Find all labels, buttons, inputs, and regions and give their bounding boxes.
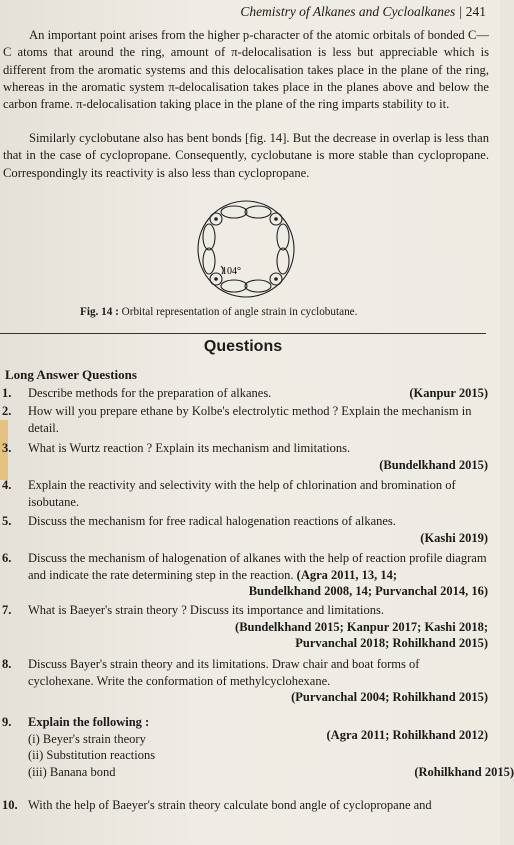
question-reference: (Bundelkhand 2015; Kanpur 2017; Kashi 2018; bbox=[235, 619, 488, 634]
question-6 bbox=[2, 550, 488, 600]
question-reference: (Bundelkhand 2015) bbox=[379, 457, 488, 472]
sub-question bbox=[28, 764, 514, 781]
figure-caption-label: Fig. 14 : bbox=[80, 306, 119, 318]
sub-question bbox=[28, 727, 488, 748]
paragraph-delocalisation-text: An important point arises from the higher p-character of the atomic orbitals of bonded C—C atoms that around the ring, amount of π-delocalisation is less but appreciable which is different from the aromatic systems and this delocalisation takes place in the plane of the ring, whereas in the aromatic system π-delocalisation takes place in the planes above and below the carbon frame. π-delocalisation taking place in the plane of the ring imparts stability to it. bbox=[3, 28, 489, 112]
question-5 bbox=[2, 513, 488, 546]
question-reference: (Kanpur 2015) bbox=[409, 386, 488, 400]
figure-caption-text: Orbital representation of angle strain in cyclobutane. bbox=[121, 306, 358, 318]
question-reference: (Rohilkhand 2015) bbox=[414, 764, 514, 779]
question-number: 2. bbox=[2, 404, 12, 418]
figure-caption bbox=[80, 306, 357, 318]
orbital-lobe bbox=[221, 206, 247, 218]
question-1 bbox=[2, 385, 488, 402]
question-reference-cont: Purvanchal 2018; Rohilkhand 2015) bbox=[295, 636, 488, 651]
question-text: Explain the reactivity and selectivity with the help of chlorination and bromination of isobutane. bbox=[28, 478, 456, 509]
question-text: What is Baeyer's strain theory ? Discuss its importance and limitations. bbox=[28, 603, 384, 617]
question-reference: (Agra 2011, 13, 14; bbox=[296, 567, 397, 582]
sub-question: (ii) Substitution reactions bbox=[28, 748, 156, 763]
sub-question-text: (iii) Banana bond bbox=[28, 764, 116, 779]
question-reference: (Purvanchal 2004; Rohilkhand 2015) bbox=[291, 690, 488, 705]
paragraph-delocalisation bbox=[3, 27, 489, 113]
angle-label: 104° bbox=[222, 266, 241, 277]
question-10 bbox=[2, 797, 488, 814]
question-text: Explain the following : bbox=[28, 715, 150, 729]
orbital-lobe bbox=[245, 206, 271, 218]
page-number: 241 bbox=[465, 4, 486, 19]
section-divider bbox=[0, 333, 486, 334]
sub-question-text: (i) Beyer's strain theory bbox=[28, 731, 146, 746]
question-text-body: Discuss the mechanism of halogenation of alkanes with the help of reaction profile diagram and indicate the rate determining step in the reaction. bbox=[28, 551, 487, 582]
question-number: 3. bbox=[2, 441, 12, 455]
question-reference: (Agra 2011; Rohilkhand 2012) bbox=[326, 727, 488, 742]
running-header bbox=[240, 4, 486, 20]
question-number: 10. bbox=[2, 798, 18, 812]
orbital-lobe bbox=[245, 280, 271, 292]
orbital-lobe bbox=[277, 224, 289, 250]
header-separator: | bbox=[458, 4, 463, 19]
question-text: Discuss Bayer's strain theory and its limitations. Draw chair and boat forms of cyclohexane. Write the conformation of methylcyclohexane. bbox=[28, 657, 420, 688]
question-7 bbox=[2, 602, 488, 652]
question-number: 4. bbox=[2, 478, 12, 492]
question-number: 7. bbox=[2, 603, 12, 617]
orbital-lobe bbox=[221, 280, 247, 292]
orbital-lobe bbox=[277, 248, 289, 274]
paragraph-cyclobutane bbox=[3, 130, 489, 182]
cyclobutane-orbital-figure bbox=[195, 198, 297, 300]
question-text: How will you prepare ethane by Kolbe's electrolytic method ? Explain the mechanism in detail. bbox=[28, 404, 472, 435]
question-number: 9. bbox=[2, 715, 12, 729]
question-number: 5. bbox=[2, 514, 12, 528]
long-answer-subheading: Long Answer Questions bbox=[5, 367, 137, 382]
question-number: 6. bbox=[2, 551, 12, 565]
question-text: Discuss the mechanism for free radical halogenation reactions of alkanes. bbox=[28, 514, 396, 528]
question-4 bbox=[2, 477, 488, 510]
question-reference-cont: Bundelkhand 2008, 14; Purvanchal 2014, 16) bbox=[248, 584, 488, 599]
question-text bbox=[28, 550, 488, 583]
question-number: 8. bbox=[2, 657, 12, 671]
orbital-lobe bbox=[203, 224, 215, 250]
question-8 bbox=[2, 656, 488, 706]
sub-question-list bbox=[28, 727, 514, 781]
outer-ring bbox=[198, 201, 294, 297]
question-2 bbox=[2, 403, 488, 436]
question-number: 1. bbox=[2, 386, 12, 400]
header-title: Chemistry of Alkanes and Cycloalkanes bbox=[240, 4, 456, 19]
question-text: Describe methods for the preparation of alkanes. bbox=[28, 386, 272, 400]
question-3 bbox=[2, 440, 488, 473]
orbital-lobe bbox=[203, 248, 215, 274]
paragraph-cyclobutane-text: Similarly cyclobutane also has bent bonds [fig. 14]. But the decrease in overlap is less than that in the case of cyclopropane. Consequently, cyclobutane is more stable than cyclopropane. Correspondingly its reactivity is also less than cyclopropane. bbox=[3, 131, 489, 180]
question-text: What is Wurtz reaction ? Explain its mechanism and limitations. bbox=[28, 441, 351, 455]
question-text: With the help of Baeyer's strain theory calculate bond angle of cyclopropane and bbox=[28, 798, 432, 812]
question-reference: (Kashi 2019) bbox=[420, 530, 488, 545]
question-9 bbox=[2, 714, 514, 780]
questions-heading: Questions bbox=[203, 338, 283, 355]
